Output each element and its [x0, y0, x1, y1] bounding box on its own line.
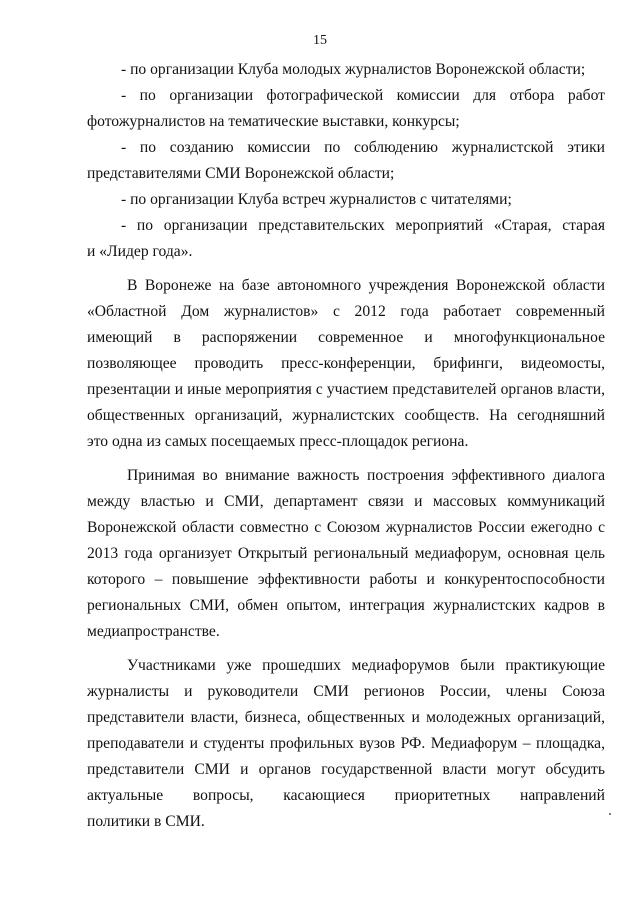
paragraph-gap	[87, 265, 605, 273]
text-line: Воронежской области совместно с Союзом журналистов России ежегодно с	[87, 519, 605, 536]
text-line: журналисты и руководители СМИ регионов России, члены Союза	[87, 683, 605, 700]
text-line: - по организации фотографической комиссии для отбора работ	[121, 87, 605, 104]
text-line: между властью и СМИ, департамент связи и массовых коммуникаций	[87, 493, 605, 510]
text-line: 2013 года организует Открытый региональный медиафорум, основная цель	[87, 545, 605, 562]
text-line: медиапространстве.	[87, 623, 220, 640]
text-line: фотожурналистов на тематические выставки, конкурсы;	[87, 113, 460, 130]
text-line: представители СМИ и органов государственной власти могут обсудить	[87, 761, 605, 778]
document-body	[87, 57, 605, 835]
text-line: которого – повышение эффективности работы и конкурентоспособности	[87, 571, 605, 588]
text-line: общественных организаций, журналистских сообществ. На сегодняшний	[87, 407, 605, 424]
text-line: политики в СМИ.	[87, 813, 205, 830]
text-line: - по организации представительских мероприятий «Старая, старая	[121, 217, 605, 234]
text-line: - по организации Клуба встреч журналистов с читателями;	[121, 191, 512, 208]
page-number: 15	[313, 33, 327, 48]
text-line: актуальные вопросы, касающиеся приоритетных направлений	[87, 787, 605, 804]
text-line: и «Лидер года».	[87, 243, 193, 260]
paragraph	[87, 83, 605, 135]
paragraph	[87, 57, 605, 83]
text-line: преподаватели и студенты профильных вузов РФ. Медиафорум – площадка,	[87, 735, 605, 752]
text-line: Участниками уже прошедших медиафорумов были практикующие	[127, 657, 605, 674]
text-line: Принимая во внимание важность построения эффективного диалога	[127, 467, 605, 484]
text-line: - по организации Клуба молодых журналистов Воронежской области;	[121, 61, 586, 78]
text-line: имеющий в распоряжении современное и многофункциональное	[87, 329, 605, 346]
paragraph	[87, 273, 605, 455]
text-line: представителями СМИ Воронежской области;	[87, 165, 395, 182]
paragraph	[87, 213, 605, 265]
scan-speck	[609, 813, 611, 815]
text-line: «Областной Дом журналистов» с 2012 года работает современный	[87, 303, 605, 320]
text-line: презентации и иные мероприятия с участием представителей органов власти,	[87, 381, 605, 398]
text-line: В Воронеже на базе автономного учреждения Воронежской области	[127, 277, 605, 294]
paragraph	[87, 135, 605, 187]
paragraph	[87, 463, 605, 645]
paragraph-gap	[87, 645, 605, 653]
paragraph	[87, 653, 605, 835]
text-line: это одна из самых посещаемых пресс-площадок региона.	[87, 433, 469, 450]
paragraph	[87, 187, 605, 213]
paragraph-gap	[87, 455, 605, 463]
text-line: позволяющее проводить пресс-конференции, брифинги, видеомосты,	[87, 355, 605, 372]
text-line: - по созданию комиссии по соблюдению журналистской этики	[121, 139, 605, 156]
text-line: региональных СМИ, обмен опытом, интеграция журналистских кадров в	[87, 597, 605, 614]
text-line: представители власти, бизнеса, общественных и молодежных организаций,	[87, 709, 605, 726]
